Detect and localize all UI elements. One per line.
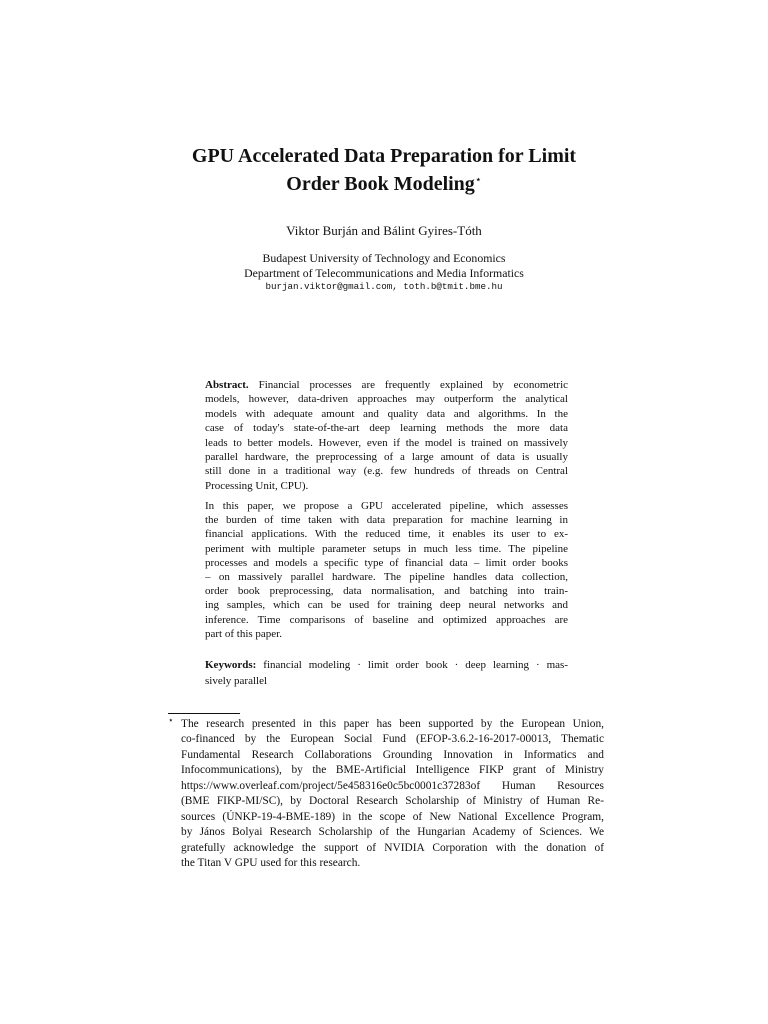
abstract-line: models, however, data-driven approaches may outperform the analytical	[205, 393, 568, 406]
abstract-line: parallel hardware, the preprocessing of a large amount of data is usually	[205, 451, 568, 464]
footnote	[168, 716, 604, 872]
abstract-label: Abstract.	[205, 379, 249, 391]
paragraph-line: periment with multiple parameter setups in much less time. The pipeline	[205, 542, 568, 555]
footnote-line: co-financed by the European Social Fund (EFOP-3.6.2-16-2017-00013, Thematic	[181, 733, 604, 746]
affiliation	[0, 251, 768, 295]
affiliation-department: Department of Telecommunications and Media Informatics	[244, 265, 524, 280]
title-line-2-text: Order Book Modeling	[286, 173, 475, 195]
authors: Viktor Burján and Bálint Gyires-Tóth	[286, 223, 482, 238]
keywords-line: sively parallel	[205, 674, 268, 687]
abstract-line-text: Financial processes are frequently explained by econometric	[258, 379, 568, 391]
keywords-line-text: financial modeling · limit order book · deep learning · mas-	[263, 659, 568, 671]
footnote-line: sources (ÚNKP-19-4-BME-189) in the scope of New National Excellence Program,	[181, 810, 604, 823]
abstract-line: leads to better models. However, even if the model is trained on massively	[205, 436, 568, 449]
footnote-line: the Titan V GPU used for this research.	[181, 857, 361, 870]
paragraph-line: order book preprocessing, data normalisation, and batching into train-	[205, 585, 568, 598]
abstract-line: still done in a traditional way (e.g. few hundreds of threads on Central	[205, 465, 568, 478]
paragraph-line: the burden of time taken with data preparation for machine learning in	[205, 514, 568, 527]
title-footnote-mark: ⋆	[474, 173, 482, 186]
paragraph-line: ing samples, which can be used for training deep neural networks and	[205, 599, 568, 612]
footnote-line: (BME FIKP-MI/SC), by Doctoral Research Scholarship of Ministry of Human Re-	[181, 795, 604, 808]
title-line-2	[0, 168, 768, 196]
affiliation-university: Budapest University of Technology and Economics	[262, 251, 506, 265]
keywords-line	[205, 658, 568, 674]
abstract-line	[205, 378, 568, 392]
abstract-paragraph-2	[205, 499, 568, 641]
footnote-line: gratefully acknowledge the support of NVIDIA Corporation with the donation of	[181, 841, 604, 854]
footnote-rule	[168, 713, 240, 714]
paragraph-line: In this paper, we propose a GPU accelerated pipeline, which assesses	[205, 500, 568, 512]
paragraph-line: inference. Time comparisons of baseline and optimized approaches are	[205, 613, 568, 626]
footnote-mark: ⋆	[168, 716, 174, 726]
abstract	[205, 378, 568, 493]
keywords-label: Keywords:	[205, 659, 257, 671]
paragraph-line: part of this paper.	[205, 627, 282, 640]
footnote-line: Fundamental Research Collaborations Grounding Innovation in Informatics and	[181, 748, 604, 761]
footnote-line: The research presented in this paper has been supported by the European Union,	[181, 718, 604, 730]
paragraph-line: financial applications. With the reduced time, it enables its user to ex-	[205, 528, 568, 541]
footnote-line: Infocommunications), by the BME-Artificial Intelligence FIKP grant of Ministry	[181, 764, 604, 777]
abstract-line: Processing Unit, CPU).	[205, 479, 309, 492]
author-emails: burjan.viktor@gmail.com, toth.b@tmit.bme.hu	[265, 281, 503, 292]
paragraph-line: processes and models a specific type of financial data – limit order books	[205, 556, 568, 569]
keywords	[205, 658, 568, 689]
title-line-1: GPU Accelerated Data Preparation for Limit	[191, 145, 577, 167]
footnote-line: by János Bolyai Research Scholarship of the Hungarian Academy of Sciences. We	[181, 826, 604, 839]
abstract-line: models with adequate amount and quality data and algorithms. In the	[205, 407, 568, 420]
abstract-line: case of today's state-of-the-art deep learning methods the more data	[205, 422, 568, 435]
paragraph-line: – on massively parallel hardware. The pipeline handles data collection,	[205, 571, 568, 584]
paper-title	[0, 145, 768, 196]
footnote-line: https://www.overleaf.com/project/5e458316e0c5bc0001c37283of Human Resources	[181, 779, 604, 792]
